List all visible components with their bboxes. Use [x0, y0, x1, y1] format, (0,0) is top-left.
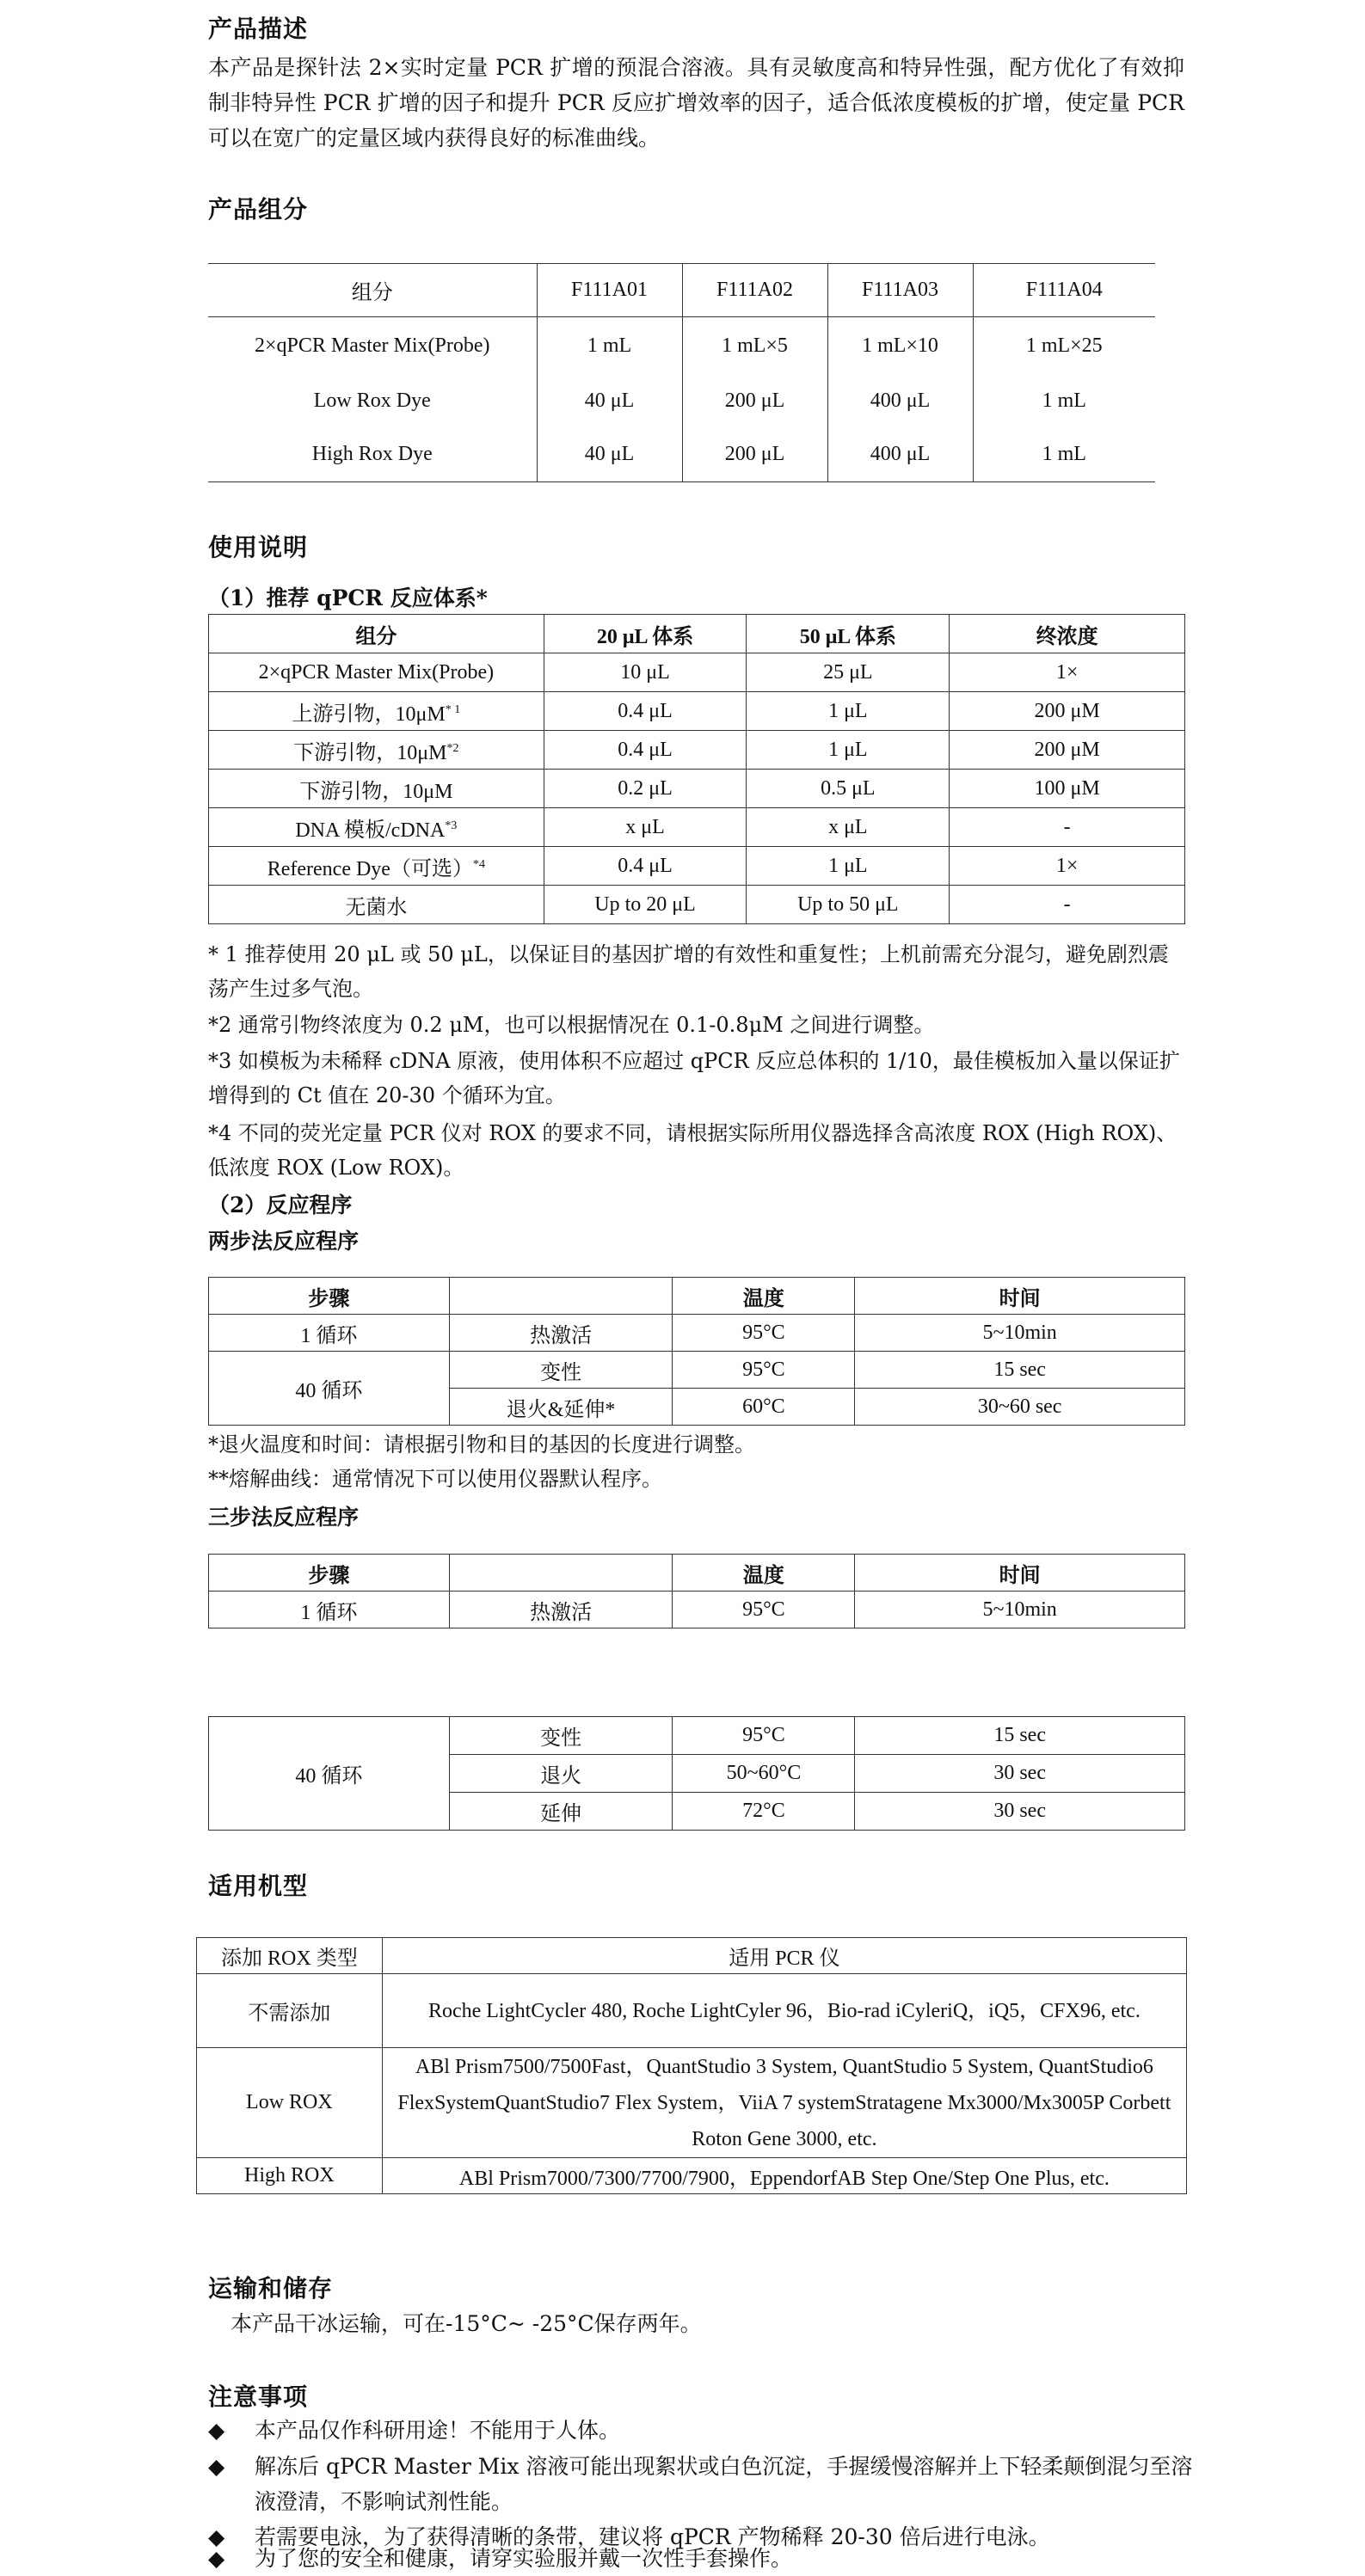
table-row [208, 376, 1155, 427]
table-cell: 1 μL [747, 731, 950, 770]
table-cell: 1 μL [747, 692, 950, 731]
program-header-cell: 步骤 [209, 1555, 450, 1592]
instruments-header-cell: 适用 PCR 仪 [382, 1938, 1186, 1974]
table-cell: 1 μL [747, 847, 950, 886]
table-cell: 25 μL [747, 653, 950, 692]
table-cell: ABl Prism7000/7300/7700/7900，EppendorfAB Step One/Step One Plus, etc. [382, 2158, 1186, 2194]
three-step-program-table-bottom [208, 1716, 1185, 1831]
component-name: 无菌水 [345, 896, 408, 919]
diamond-bullet-icon: ◆ [208, 2418, 225, 2443]
table-cell: 延伸 [449, 1793, 673, 1831]
table-row [208, 317, 1155, 376]
diamond-bullet-icon: ◆ [208, 2546, 225, 2571]
footnote: *3 如模板为未稀释 cDNA 原液，使用体积不应超过 qPCR 反应总体积的 1/10，最佳模板加入量以保证扩增得到的 Ct 值在 20-30 个循环为宜。 [208, 1049, 1180, 1107]
table-cell [209, 886, 544, 924]
table-cell: ABl Prism7500/7500Fast，QuantStudio 3 System, QuantStudio 5 System, QuantStudio6 FlexSystemQuantStudio7 Flex System，ViiA 7 systemStratagene Mx3000/Mx3005P Corbett Roton Gene 3000, etc. [382, 2048, 1186, 2158]
footnote: *退火温度和时间：请根据引物和目的基因的长度进行调整。 [208, 1432, 755, 1457]
system-header-cell: 终浓度 [950, 615, 1185, 653]
program-subtitle: （2）反应程序 [208, 1193, 353, 1217]
table-cell: 400 μL [827, 376, 973, 427]
instruments-table [196, 1937, 1187, 2194]
instruments-header-row [197, 1938, 1187, 1974]
table-cell: Roche LightCycler 480, Roche LightCyler 96，Bio-rad iCyleriQ，iQ5，CFX96, etc. [382, 1974, 1186, 2048]
list-item-text: 解冻后 qPCR Master Mix 溶液可能出现絮状或白色沉淀，手握缓慢溶解并上下轻柔颠倒混匀至溶液澄清，不影响试剂性能。 [255, 2454, 1193, 2514]
table-cell: High ROX [197, 2158, 383, 2194]
system-header-cell: 组分 [209, 615, 544, 653]
table-cell: 0.4 μL [544, 692, 747, 731]
component-name: 上游引物，10μM [292, 702, 446, 726]
components-header-cell: 组分 [208, 264, 537, 317]
component-name: DNA 模板/cDNA [295, 819, 446, 842]
table-cell: Up to 50 μL [747, 886, 950, 924]
table-cell: 40 循环 [209, 1352, 450, 1426]
table-cell: 10 μL [544, 653, 747, 692]
components-header-cell: F111A03 [827, 264, 973, 317]
table-cell: 0.4 μL [544, 847, 747, 886]
table-cell: 1 mL [973, 376, 1155, 427]
components-header-cell: F111A02 [682, 264, 827, 317]
table-row [209, 770, 1185, 808]
table-cell: 40 μL [537, 427, 682, 482]
table-cell: 5~10min [855, 1592, 1185, 1628]
table-cell: 1 循环 [209, 1315, 450, 1352]
table-cell: 0.4 μL [544, 731, 747, 770]
table-cell [209, 808, 544, 847]
table-cell: Low ROX [197, 2048, 383, 2158]
table-cell: 变性 [449, 1352, 673, 1389]
table-cell: 1 mL×25 [973, 317, 1155, 376]
footnote: **熔解曲线：通常情况下可以使用仪器默认程序。 [208, 1467, 662, 1491]
program-header-cell [449, 1555, 673, 1592]
program-header-cell: 步骤 [209, 1278, 450, 1315]
table-cell: 95°C [673, 1315, 855, 1352]
table-cell: - [950, 808, 1185, 847]
component-name: 下游引物，10μM [299, 780, 453, 803]
instruments-header-cell: 添加 ROX 类型 [197, 1938, 383, 1974]
table-row [209, 731, 1185, 770]
section-title-cautions: 注意事项 [208, 2383, 309, 2411]
table-row [209, 653, 1185, 692]
table-cell: 400 μL [827, 427, 973, 482]
section-title-storage: 运输和储存 [208, 2274, 334, 2303]
table-row [197, 1974, 1187, 2048]
table-cell: 95°C [673, 1592, 855, 1628]
table-cell [209, 847, 544, 886]
components-table [208, 263, 1155, 482]
table-cell [209, 653, 544, 692]
table-cell: 200 μL [682, 427, 827, 482]
table-row [209, 692, 1185, 731]
storage-text: 本产品干冰运输，可在-15°C~ -25°C保存两年。 [231, 2311, 702, 2336]
table-cell: 30~60 sec [855, 1389, 1185, 1426]
system-header-cell: 20 μL 体系 [544, 615, 747, 653]
table-cell: 30 sec [855, 1755, 1185, 1793]
table-cell: 95°C [673, 1352, 855, 1389]
table-cell: 15 sec [855, 1717, 1185, 1755]
three-step-title: 三步法反应程序 [208, 1505, 360, 1530]
table-cell: 95°C [673, 1717, 855, 1755]
table-cell: 72°C [673, 1793, 855, 1831]
system-header-row [209, 615, 1185, 653]
table-row [209, 808, 1185, 847]
table-cell: x μL [544, 808, 747, 847]
table-row [209, 1315, 1185, 1352]
footnote: * 1 推荐使用 20 μL 或 50 μL，以保证目的基因扩增的有效性和重复性；上机前需充分混匀，避免剧烈震荡产生过多气泡。 [208, 942, 1169, 1001]
section-title-usage: 使用说明 [208, 533, 309, 561]
program-header-cell: 时间 [855, 1278, 1185, 1315]
system-header-cell: 50 μL 体系 [747, 615, 950, 653]
list-item [208, 2541, 1197, 2576]
program-header-row [209, 1278, 1185, 1315]
table-cell: 热激活 [449, 1592, 673, 1628]
list-item-text: 若需要电泳，为了获得清晰的条带，建议将 qPCR 产物稀释 20-30 倍后进行电泳。 [255, 2524, 1050, 2549]
table-cell: 1 循环 [209, 1592, 450, 1628]
components-header-row [208, 264, 1155, 317]
table-cell: Low Rox Dye [313, 389, 431, 412]
table-cell: 1 mL [973, 427, 1155, 482]
component-name: Reference Dye（可选） [267, 857, 473, 880]
table-cell: 5~10min [855, 1315, 1185, 1352]
table-cell: 30 sec [855, 1793, 1185, 1831]
table-cell: 15 sec [855, 1352, 1185, 1389]
footnote: *2 通常引物终浓度为 0.2 μM，也可以根据情况在 0.1-0.8μM 之间进行调整。 [208, 1013, 935, 1037]
table-cell [209, 770, 544, 808]
table-cell: 1× [950, 653, 1185, 692]
two-step-program-table [208, 1277, 1185, 1426]
table-cell: 200 μM [950, 692, 1185, 731]
table-cell: 退火&延伸* [449, 1389, 673, 1426]
two-step-title: 两步法反应程序 [208, 1229, 360, 1254]
table-cell: 200 μL [682, 376, 827, 427]
table-cell: High Rox Dye [311, 442, 433, 465]
table-row [209, 1352, 1185, 1389]
table-row [208, 427, 1155, 482]
components-header-cell: F111A01 [537, 264, 682, 317]
list-item-text: 为了您的安全和健康，请穿实验服并戴一次性手套操作。 [255, 2546, 793, 2571]
components-header-cell: F111A04 [973, 264, 1155, 317]
table-cell: 40 μL [537, 376, 682, 427]
section-title-components: 产品组分 [208, 195, 309, 224]
table-cell: 1 mL×10 [827, 317, 973, 376]
table-cell: 2×qPCR Master Mix(Probe) [254, 334, 490, 358]
list-item [208, 2449, 1197, 2519]
table-row [197, 2158, 1187, 2194]
table-cell [209, 731, 544, 770]
program-header-row [209, 1555, 1185, 1592]
system-subtitle: （1）推荐 qPCR 反应体系* [208, 586, 488, 610]
table-cell: 1 mL [537, 317, 682, 376]
table-cell: 不需添加 [197, 1974, 383, 2048]
list-item [208, 2413, 1197, 2448]
table-cell: 变性 [449, 1717, 673, 1755]
table-cell: 热激活 [449, 1315, 673, 1352]
table-row [209, 1592, 1185, 1628]
list-item-text: 本产品仅作科研用途！不能用于人体。 [255, 2418, 621, 2443]
table-row [197, 2048, 1187, 2158]
table-cell: 1 mL×5 [682, 317, 827, 376]
diamond-bullet-icon: ◆ [208, 2454, 225, 2479]
footnote-mark: *2 [446, 741, 459, 755]
table-cell: 100 μM [950, 770, 1185, 808]
table-cell: 40 循环 [209, 1717, 450, 1831]
table-row [209, 1717, 1185, 1755]
table-cell: x μL [747, 808, 950, 847]
program-header-cell: 温度 [673, 1555, 855, 1592]
section-title-description: 产品描述 [208, 15, 309, 43]
table-cell [209, 692, 544, 731]
three-step-program-table-top [208, 1554, 1185, 1628]
table-row [209, 886, 1185, 924]
section-title-instruments: 适用机型 [208, 1872, 309, 1900]
program-header-cell: 温度 [673, 1278, 855, 1315]
table-cell: 退火 [449, 1755, 673, 1793]
footnote: *4 不同的荧光定量 PCR 仪对 ROX 的要求不同，请根据实际所用仪器选择含高浓度 ROX (High ROX)、低浓度 ROX (Low ROX)。 [208, 1121, 1177, 1180]
table-cell: 0.5 μL [747, 770, 950, 808]
table-cell: 0.2 μL [544, 770, 747, 808]
table-cell: 200 μM [950, 731, 1185, 770]
table-cell: - [950, 886, 1185, 924]
program-header-cell: 时间 [855, 1555, 1185, 1592]
component-name: 下游引物，10μM [293, 741, 447, 764]
table-cell: 1× [950, 847, 1185, 886]
footnote-mark: *3 [445, 819, 458, 832]
diamond-bullet-icon: ◆ [208, 2524, 225, 2549]
reaction-system-table [208, 614, 1185, 924]
footnote-mark: *4 [472, 857, 485, 871]
footnote-mark: * 1 [445, 702, 461, 716]
component-name: 2×qPCR Master Mix(Probe) [258, 660, 495, 684]
table-cell: 60°C [673, 1389, 855, 1426]
table-cell: Up to 20 μL [544, 886, 747, 924]
table-row [209, 847, 1185, 886]
program-header-cell [449, 1278, 673, 1315]
description-text: 本产品是探针法 2×实时定量 PCR 扩增的预混合溶液。具有灵敏度高和特异性强，配方优化了有效抑制非特异性 PCR 扩增的因子和提升 PCR 反应扩增效率的因子，适合低浓度模板的扩增，使定量 PCR 可以在宽广的定量区域内获得良好的标准曲线。 [208, 55, 1184, 150]
table-cell: 50~60°C [673, 1755, 855, 1793]
